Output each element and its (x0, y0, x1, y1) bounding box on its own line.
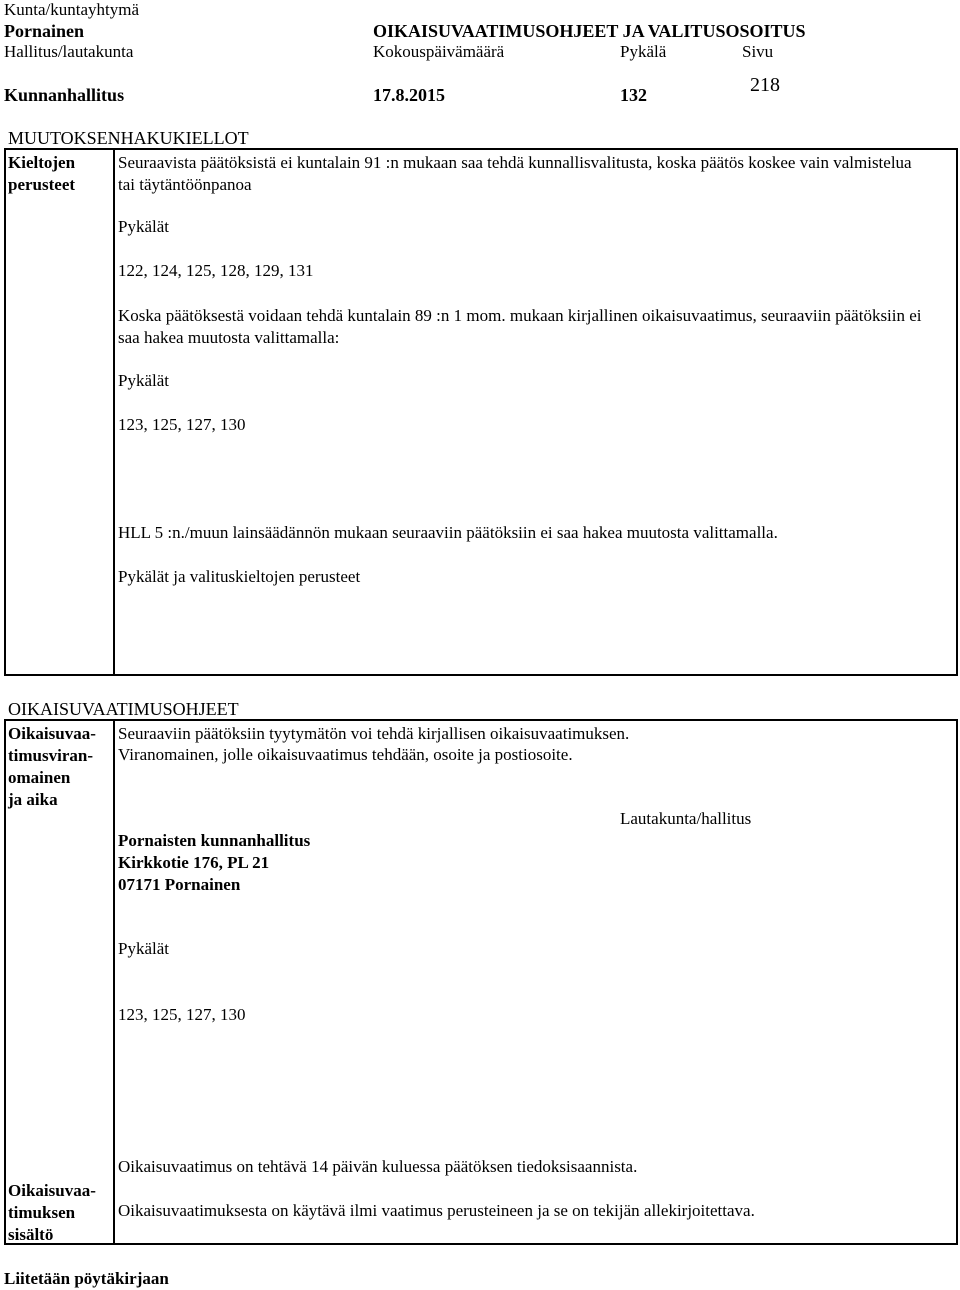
date-label: Kokouspäivämäärä (373, 42, 505, 61)
restrictions-para3: HLL 5 :n./muun lainsäädännön mukaan seuraaviin päätöksiin ei saa hakea muutosta valittamalla. (118, 523, 778, 542)
instructions-title: OIKAISUVAATIMUSOHJEET (8, 699, 239, 719)
restrictions-sections1-label: Pykälät (118, 217, 169, 236)
content-label (8, 1180, 112, 1246)
content-label-line2: timuksen (8, 1203, 76, 1222)
restrictions-label (8, 152, 112, 196)
body-label: Hallitus/lautakunta (4, 42, 134, 61)
instructions-line2: Viranomainen, jolle oikaisuvaatimus tehdään, osoite ja postiosoite. (118, 745, 573, 764)
instructions-sections-label: Pykälät (118, 939, 169, 958)
instructions-deadline: Oikaisuvaatimus on tehtävä 14 päivän kuluessa päätöksen tiedoksisaannista. (118, 1157, 638, 1176)
authority-label-line3: omainen (8, 768, 71, 787)
authority-label (8, 723, 112, 811)
content-label-line1: Oikaisuvaa- (8, 1181, 96, 1200)
instructions-line1: Seuraaviin päätöksiin tyytymätön voi tehdä kirjallisen oikaisuvaatimuksen. (118, 724, 630, 743)
section-label: Pykälä (620, 42, 667, 61)
page-label: Sivu (742, 42, 774, 61)
authority-type: Lautakunta/hallitus (620, 809, 752, 828)
doc-title: OIKAISUVAATIMUSOHJEET JA VALITUSOSOITUS (373, 21, 806, 41)
instructions-sections-value: 123, 125, 127, 130 (118, 1005, 246, 1024)
restrictions-sections2-value: 123, 125, 127, 130 (118, 415, 246, 434)
body-value: Kunnanhallitus (4, 85, 125, 105)
authority-label-line2: timusviran- (8, 746, 93, 765)
address-street: Kirkkotie 176, PL 21 (118, 853, 270, 872)
restrictions-divider (113, 148, 115, 676)
address-name: Pornaisten kunnanhallitus (118, 831, 311, 850)
org-label: Kunta/kuntayhtymä (4, 0, 140, 19)
content-text: Oikaisuvaatimuksesta on käytävä ilmi vaatimus perusteineen ja se on tekijän allekirjoitettava. (118, 1201, 755, 1220)
restrictions-sections1-value: 122, 124, 125, 128, 129, 131 (118, 261, 314, 280)
restrictions-label-line2: perusteet (8, 175, 76, 194)
attachment-note: Liitetään pöytäkirjaan (4, 1269, 169, 1288)
address-postal: 07171 Pornainen (118, 875, 241, 894)
restrictions-sections3-label: Pykälät ja valituskieltojen perusteet (118, 567, 361, 586)
restrictions-para1: Seuraavista päätöksistä ei kuntalain 91 :n mukaan saa tehdä kunnallisvalitusta, koska päätös koskee vain valmistelua tai täytäntöönpanoa (118, 153, 912, 194)
org-value: Pornainen (4, 21, 85, 41)
section-value: 132 (620, 85, 647, 105)
date-value: 17.8.2015 (373, 85, 445, 105)
restrictions-label-line1: Kieltojen (8, 153, 76, 172)
authority-label-line4: ja aika (8, 790, 58, 809)
restrictions-sections2-label: Pykälät (118, 371, 169, 390)
restrictions-para2: Koska päätöksestä voidaan tehdä kuntalain 89 :n 1 mom. mukaan kirjallinen oikaisuvaatimus, seuraaviin päätöksiin ei saa hakea muutosta valittamalla: (118, 306, 922, 347)
content-label-line3: sisältö (8, 1225, 54, 1244)
page-value: 218 (750, 74, 780, 96)
authority-label-line1: Oikaisuvaa- (8, 724, 96, 743)
instructions-divider (113, 719, 115, 1245)
restrictions-title: MUUTOKSENHAKUKIELLOT (8, 128, 249, 148)
